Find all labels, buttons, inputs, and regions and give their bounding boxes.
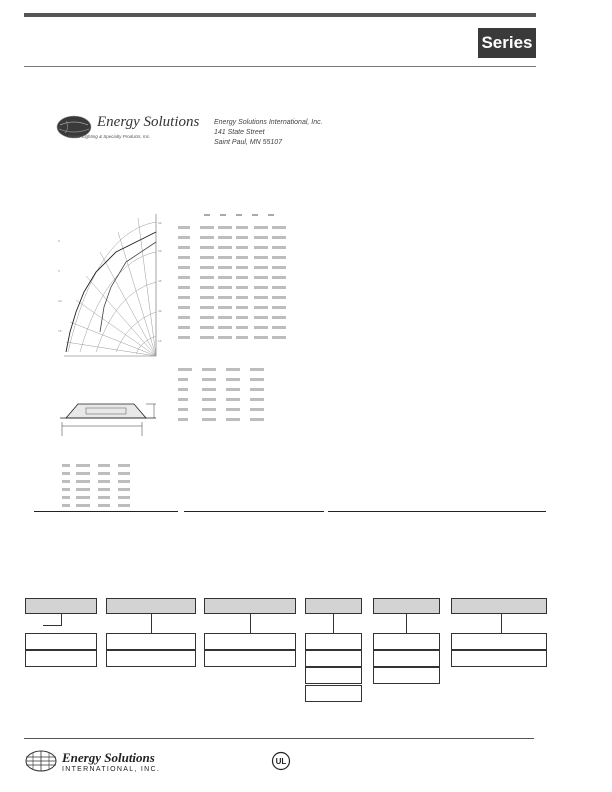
company-address xyxy=(214,118,323,148)
order-header-box xyxy=(25,598,97,614)
section-divider xyxy=(328,511,546,512)
section-divider xyxy=(34,511,178,512)
ul-mark-text: UL xyxy=(275,757,287,766)
footer-divider xyxy=(24,738,534,739)
series-badge: Series xyxy=(478,28,536,58)
connector xyxy=(406,614,407,633)
order-option-box xyxy=(305,685,362,702)
section-divider xyxy=(184,511,324,512)
company-name: Energy Solutions xyxy=(97,114,200,130)
connector xyxy=(250,614,251,633)
order-header-box xyxy=(204,598,296,614)
svg-text:45: 45 xyxy=(158,280,162,283)
order-option-box xyxy=(373,667,440,684)
address-line: 141 State Street xyxy=(214,129,265,136)
fixture-drawing xyxy=(56,396,160,438)
connector xyxy=(501,614,502,633)
order-header-box xyxy=(451,598,547,614)
header-rule xyxy=(24,13,536,17)
svg-text:60: 60 xyxy=(158,250,162,253)
order-option-box xyxy=(106,633,196,650)
svg-text:90: 90 xyxy=(158,222,162,225)
footer-brand-sub: INTERNATIONAL, INC. xyxy=(62,766,161,773)
globe-logo-icon xyxy=(24,750,58,772)
svg-text:0: 0 xyxy=(58,240,60,243)
svg-text:30: 30 xyxy=(158,310,162,313)
order-option-box xyxy=(305,650,362,667)
connector xyxy=(151,614,152,633)
svg-text:10: 10 xyxy=(58,300,62,303)
order-option-box xyxy=(305,633,362,650)
ul-certification-icon xyxy=(271,751,291,771)
order-header-box xyxy=(373,598,440,614)
photometric-diagram xyxy=(56,212,176,358)
order-option-box xyxy=(373,650,440,667)
header-divider xyxy=(24,66,536,67)
svg-text:15: 15 xyxy=(158,340,162,343)
candela-table-image xyxy=(176,212,296,344)
order-option-box xyxy=(305,667,362,684)
order-option-box xyxy=(204,633,296,650)
order-header-box xyxy=(106,598,196,614)
company-tagline: Power Lighting & Specialty Products, Inc. xyxy=(68,134,151,139)
order-option-box xyxy=(204,650,296,667)
svg-text:15: 15 xyxy=(58,330,62,333)
order-option-box xyxy=(106,650,196,667)
order-option-box xyxy=(373,633,440,650)
order-option-box xyxy=(451,633,547,650)
address-line: Energy Solutions International, Inc. xyxy=(214,119,323,126)
svg-text:5: 5 xyxy=(58,270,60,273)
options-table-image xyxy=(60,462,140,510)
order-option-box xyxy=(25,650,97,667)
order-option-box xyxy=(25,633,97,650)
address-line: Saint Paul, MN 55107 xyxy=(214,139,283,146)
spec-table-image xyxy=(176,366,266,424)
connector xyxy=(43,625,62,626)
order-option-box xyxy=(451,650,547,667)
footer-brand-name: Energy Solutions xyxy=(62,750,155,765)
connector xyxy=(61,614,62,625)
connector xyxy=(333,614,334,633)
order-header-box xyxy=(305,598,362,614)
